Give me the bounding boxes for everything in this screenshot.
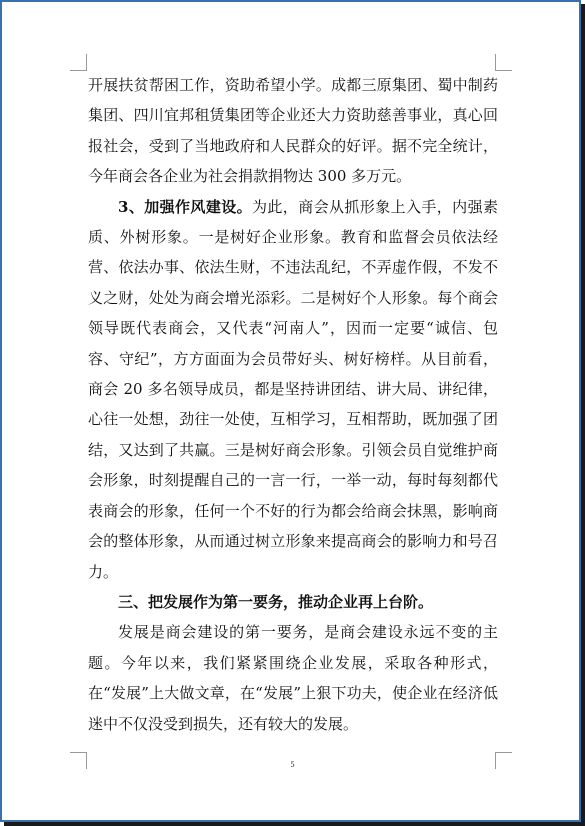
page-number: 5 [290, 760, 295, 769]
crop-mark-top-right [495, 54, 512, 71]
crop-mark-top-left [70, 54, 87, 71]
page-shadow [4, 822, 585, 826]
document-body [88, 70, 498, 739]
paragraph: 发展是商会建设的第一要务，是商会建设永远不变的主题。今年以来，我们紧紧围绕企业发展，采取各种形式，在“发展”上大做文章，在“发展”上狠下功夫，使企业在经济低迷中不仅没受到损失，还有较大的发展。 [88, 623, 498, 733]
paragraph: 开展扶贫帮困工作，资助希望小学。成都三原集团、蜀中制药集团、四川宜邦租赁集团等企业还大力资助慈善事业，真心回报社会，受到了当地政府和人民群众的好评。据不完全统计，今年商会各企业为社会捐款捐物达 300 多万元。 [88, 76, 498, 186]
section-heading: 三、把发展作为第一要务，推动企业再上台阶。 [118, 592, 434, 611]
paragraph-lead-heading: 3、加强作风建设。 [118, 197, 253, 216]
paragraph-text: 为此，商会从抓形象上入手，内强素质、外树形象。一是树好企业形象。教育和监督会员依法经营、依法办事、依法生财，不违法乱纪，不弄虚作假，不发不义之财，处处为商会增光添彩。二是树好个人形象。每个商会领导既代表商会，又代表“河南人”，因而一定要“诚信、包容、守纪”，方方面面为会员带好头、树好榜样。从目前看，商会 20 多名领导成员，都是坚持讲团结、讲大局、讲纪律，心往一处想，劲往一处使，互相学习，互相帮助，既加强了团结，又达到了共赢。三是树好商会形象。引领会员自觉维护商会形象，时刻提醒自己的一言一行，一举一动，每时每刻都代表商会的形象，任何一个不好的行为都会给商会抹黑，影响商会的整体形象，从而通过树立形象来提高商会的影响力和号召力。 [88, 197, 498, 581]
page-shadow [581, 4, 585, 826]
paragraph [88, 192, 498, 587]
